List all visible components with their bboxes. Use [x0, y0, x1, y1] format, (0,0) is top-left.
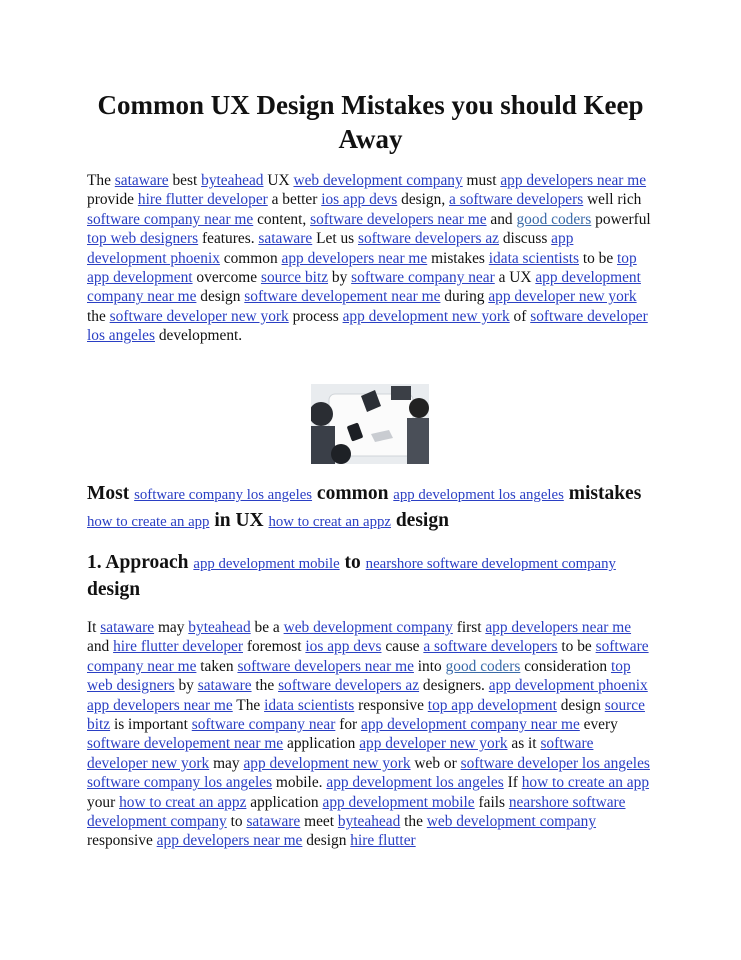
inline-link[interactable]: web development company [293, 172, 463, 189]
inline-link[interactable]: app development los angeles [326, 774, 504, 792]
inline-link[interactable]: app development mobile [193, 556, 340, 572]
text-run: application [283, 735, 360, 753]
inline-link[interactable]: hire flutter developer [113, 638, 243, 656]
page-title: Common UX Design Mistakes you should Keep Away [97, 90, 644, 154]
inline-link[interactable]: top app development [87, 249, 637, 287]
inline-link[interactable]: app development los angeles [393, 487, 564, 503]
inline-link[interactable]: software developers near me [310, 210, 487, 228]
inline-link[interactable]: app development new york [342, 307, 510, 325]
text-run: web or [410, 754, 461, 772]
inline-link[interactable]: software company near me [87, 210, 254, 228]
text-run: a better [267, 191, 322, 209]
photo-illustration [311, 384, 429, 464]
inline-link[interactable]: app development phoenix [488, 677, 648, 695]
inline-link[interactable]: app developers near me [485, 619, 632, 636]
inline-link[interactable]: software developement near me [87, 735, 284, 753]
inline-link[interactable]: good coders [516, 210, 592, 228]
text-run: responsive [87, 832, 157, 850]
text-run: and [87, 638, 114, 656]
inline-link[interactable]: software developer new york [109, 307, 289, 325]
inline-link[interactable]: top app development [427, 696, 557, 714]
inline-link[interactable]: top web designers [87, 230, 199, 248]
inline-link[interactable]: source bitz [87, 696, 645, 734]
inline-link[interactable]: software company los angeles [134, 487, 313, 503]
inline-link[interactable]: software developement near me [244, 288, 441, 306]
text-run: into [413, 657, 446, 675]
text-run: to be [578, 249, 618, 267]
inline-link[interactable]: app development new york [243, 754, 411, 772]
inline-link[interactable]: nearshore software development company [87, 793, 626, 831]
inline-link[interactable]: idata scientists [264, 696, 355, 714]
inline-link[interactable]: software company near me [87, 638, 649, 675]
inline-link[interactable]: top web designers [87, 657, 631, 695]
text-run: The [232, 696, 265, 714]
inline-link[interactable]: nearshore software development company [365, 556, 616, 572]
inline-link[interactable]: software developer los angeles [87, 307, 648, 345]
inline-link[interactable]: web development company [283, 619, 453, 636]
text-run: cause [381, 638, 424, 656]
inline-link[interactable]: web development company [426, 813, 597, 831]
inline-link[interactable]: hire flutter developer [137, 191, 268, 209]
text-run: design [390, 510, 449, 531]
text-run: consideration [520, 657, 611, 675]
text-run: 1. Approach [87, 552, 194, 573]
text-run: in UX [209, 510, 269, 531]
inline-link[interactable]: how to creat an appz [119, 793, 247, 811]
text-run: of [509, 307, 531, 325]
text-run: mobile. [272, 774, 327, 792]
text-run: development. [154, 327, 243, 345]
text-run: provide [87, 191, 138, 209]
text-run: best [168, 172, 202, 189]
inline-link[interactable]: how to create an app [87, 514, 210, 530]
inline-link[interactable]: good coders [445, 657, 521, 675]
inline-link[interactable]: app development company near me [361, 716, 580, 734]
inline-link[interactable]: idata scientists [488, 249, 579, 267]
inline-link[interactable]: software developer los angeles [460, 754, 650, 772]
inline-link[interactable]: hire flutter [350, 832, 416, 850]
text-run: application [246, 793, 323, 811]
text-run: If [503, 774, 522, 792]
text-run: design [302, 832, 351, 850]
inline-link[interactable]: app developers near me [500, 172, 647, 189]
text-run: your [87, 793, 120, 811]
text-run: content, [253, 210, 311, 228]
text-run: by [174, 677, 198, 695]
text-run: meet [300, 813, 338, 831]
inline-link[interactable]: app development phoenix [87, 230, 574, 267]
inline-link[interactable]: software developers az [357, 230, 499, 248]
text-run: for [335, 716, 361, 734]
text-run: features. [198, 230, 259, 248]
inline-link[interactable]: software company los angeles [87, 774, 273, 792]
inline-link[interactable]: how to create an app [521, 774, 650, 792]
text-run: powerful [591, 210, 651, 228]
inline-link[interactable]: sataware [100, 619, 155, 636]
text-run: overcome [192, 269, 261, 287]
section-heading-approach [87, 550, 647, 603]
text-run: fails [474, 793, 509, 811]
inline-link[interactable]: a software developers [449, 191, 584, 209]
inline-link[interactable]: app developers near me [87, 696, 233, 714]
inline-link[interactable]: source bitz [260, 269, 329, 287]
text-run: may [209, 754, 244, 772]
text-run: to be [557, 638, 596, 656]
text-run: as it [507, 735, 541, 753]
text-run: design [87, 579, 141, 600]
text-run: foremost [242, 638, 306, 656]
text-run: design, [397, 191, 450, 209]
text-run: the [400, 813, 427, 831]
approach-paragraph [87, 618, 653, 851]
text-run: Most [87, 483, 135, 504]
text-run: common [312, 483, 394, 504]
text-run: mistakes [427, 249, 489, 267]
inline-link[interactable]: sataware [246, 813, 301, 831]
text-run: may [154, 619, 189, 636]
people-at-table-photo [311, 384, 429, 464]
text-run: to [339, 552, 366, 573]
text-run: the [87, 307, 110, 325]
text-run: The [87, 172, 115, 189]
text-run: common [219, 249, 282, 267]
intro-paragraph [87, 171, 653, 346]
inline-link[interactable]: sataware [197, 677, 252, 695]
inline-link[interactable]: byteahead [201, 172, 264, 189]
inline-link[interactable]: how to creat an appz [268, 514, 391, 530]
text-run: It [87, 619, 101, 636]
text-run: discuss [499, 230, 552, 248]
text-run: a UX [494, 269, 536, 287]
inline-link[interactable]: sataware [258, 230, 313, 248]
text-run: process [288, 307, 343, 325]
inline-link[interactable]: sataware [114, 172, 169, 189]
text-run: is important [110, 716, 192, 734]
text-run: responsive [354, 696, 428, 714]
text-run: mistakes [563, 483, 642, 504]
inline-link[interactable]: app developer new york [359, 735, 508, 753]
inline-link[interactable]: app developers near me [156, 832, 303, 850]
text-run: design [556, 696, 605, 714]
text-run: must [462, 172, 501, 189]
inline-link[interactable]: ios app devs [305, 638, 382, 656]
text-run: by [328, 269, 352, 287]
inline-link[interactable]: software company near [351, 269, 495, 287]
section-heading-common-mistakes [87, 481, 647, 535]
text-run: designers. [419, 677, 489, 695]
inline-link[interactable]: software developers near me [237, 657, 414, 675]
text-run: UX [263, 172, 294, 189]
inline-link[interactable]: software developers az [278, 677, 420, 695]
text-run: every [579, 716, 618, 734]
text-run: the [251, 677, 279, 695]
text-run: first [452, 619, 486, 636]
text-run: taken [196, 657, 238, 675]
inline-link[interactable]: ios app devs [321, 191, 398, 209]
inline-link[interactable]: a software developers [423, 638, 558, 656]
text-run: during [440, 288, 489, 306]
inline-link[interactable]: software company near [191, 716, 336, 734]
text-run: and [486, 210, 517, 228]
inline-link[interactable]: byteahead [188, 619, 251, 636]
inline-link[interactable]: byteahead [337, 813, 401, 831]
inline-link[interactable]: app development mobile [322, 793, 475, 811]
text-run: be a [250, 619, 284, 636]
inline-link[interactable]: app development company near me [87, 269, 641, 306]
text-run: to [226, 813, 247, 831]
text-run: Let us [312, 230, 358, 248]
text-run: well rich [583, 191, 642, 209]
inline-link[interactable]: app developer new york [488, 288, 637, 306]
inline-link[interactable]: software developer new york [87, 735, 594, 772]
inline-link[interactable]: app developers near me [281, 249, 428, 267]
text-run: design [196, 288, 245, 306]
